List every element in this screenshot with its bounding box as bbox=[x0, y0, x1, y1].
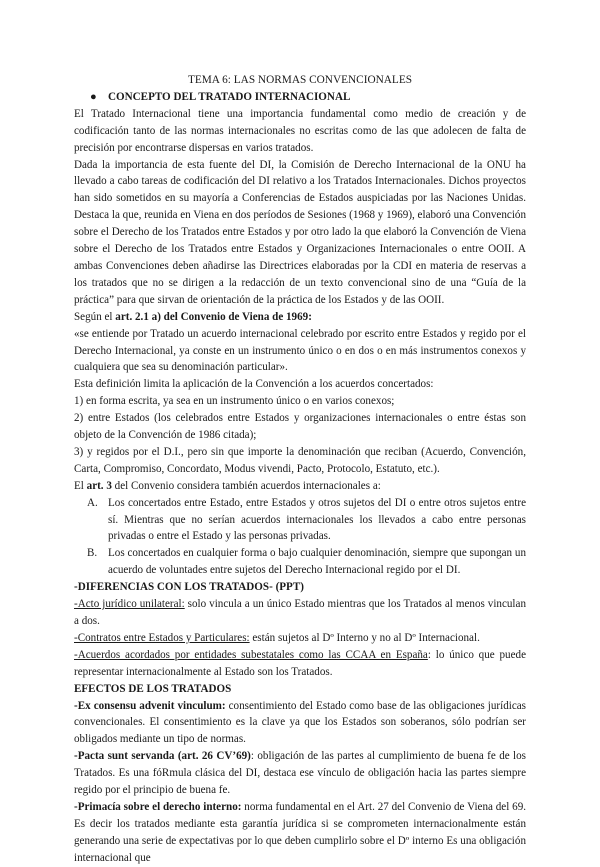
effect-row bbox=[74, 799, 526, 867]
paragraph-codification: Dada la importancia de esta fuente del DI, la Comisión de Derecho Internacional de la ONU ha llevado a cabo tareas de codificación del DI relativo a los Tratados Internacionales. Dichos proyectos han sido sometidos en su mayoría a Conferencias de Estados auspiciadas por las Naciones Unidas. Destaca la que, reunida en Viena en dos períodos de Sesiones (1968 y 1969), elaboró una Convención sobre el Derecho de los Tratados entre Estados y por otro lado la que elaboró la Convención de Viena sobre el Derecho de los Tratados entre Estados y Organizaciones Internacionales o entre OOII. A ambas Convenciones deben añadirse las Directrices elaboradas por la CDI en materia de reservas a los tratados que no se dirigen a la redacción de un texto convencional sino de una “Guía de la práctica” para que sirvan de orientación de la práctica de los Estados y de las OOII. bbox=[74, 158, 526, 306]
bold-term: -Pacta sunt servanda (art. 26 CV’69) bbox=[74, 750, 251, 763]
lettered-item-b bbox=[74, 545, 526, 579]
text-span: norma fundamental en el Art. 27 del Convenio de Viena del 69. Es decir los tratados mediante esta garantía jurídica si se comprometen internacionalmente están generando una serie de expectativas por lo que deben cumplirlo sobre el Dº interno Es una obligación internacional que bbox=[74, 800, 527, 864]
lettered-item-a bbox=[74, 495, 526, 546]
text-span: Según el bbox=[74, 310, 116, 323]
effect-row bbox=[74, 748, 526, 799]
text-span: del Convenio considera también acuerdos internacionales a: bbox=[111, 479, 381, 492]
text-span: El bbox=[74, 479, 87, 492]
text-span: solo vincula a un único Estado mientras que los Tratados al menos vinculan a dos. bbox=[74, 598, 526, 627]
difference-row bbox=[74, 647, 526, 681]
document-body bbox=[74, 72, 526, 867]
underlined-term: -Contratos entre Estados y Particulares: bbox=[74, 631, 250, 644]
list-item-text: Los concertados en cualquier forma o bajo cualquier denominación, siempre que supongan un acuerdo de voluntades entre sujetos del Derecho Internacional regido por el DI. bbox=[108, 547, 526, 577]
bold-term: -Primacía sobre el derecho interno: bbox=[74, 800, 242, 813]
section-heading-concepto bbox=[74, 89, 526, 106]
text-span: : obligación de las partes al cumplimiento de buena fe de los Tratados. Es una fóRmula clásica del DI, destaca ese vínculo de obligación hacia las partes siempre regido por el principio de buena fe. bbox=[74, 750, 526, 797]
paragraph-art3 bbox=[74, 478, 526, 495]
underlined-term: -Acuerdos acordados por entidades subestatales como las CCAA en España bbox=[74, 648, 428, 661]
difference-row bbox=[74, 630, 526, 647]
list-marker: A. bbox=[87, 496, 98, 509]
effect-row bbox=[74, 698, 526, 749]
definition-quote: «se entiende por Tratado un acuerdo internacional celebrado por escrito entre Estados y regido por el Derecho Internacional, ya conste en un instrumento único o en dos o en más instrumentos conexos y cualquiera que sea su denominación particular». bbox=[74, 327, 526, 374]
section-heading-efectos: EFECTOS DE LOS TRATADOS bbox=[74, 682, 232, 695]
text-span: : lo único que puede representar internacionalmente al Estado son los Tratados. bbox=[74, 648, 526, 678]
paragraph-limits: Esta definición limita la aplicación de la Convención a los acuerdos concertados: bbox=[74, 378, 434, 391]
text-span: consentimiento del Estado como base de las obligaciones jurídicas convencionales. El consentimiento es la clave ya que los Estados son soberanos, sólo podrían ser obligados mediante un tipo de normas. bbox=[74, 699, 526, 746]
list-item: 1) en forma escrita, ya sea en un instrumento único o en varios conexos; bbox=[74, 395, 395, 408]
paragraph-intro: El Tratado Internacional tiene una importancia fundamental como medio de creación y de codificación tanto de las normas internacionales no escritas como de las que adolecen de falta de precisión por encontrarse dispersas en varios tratados. bbox=[74, 107, 526, 154]
section-heading-text: CONCEPTO DEL TRATADO INTERNACIONAL bbox=[108, 90, 351, 103]
list-item-text: Los concertados entre Estado, entre Estados y otros sujetos del DI o entre otros sujetos entre sí. Mientras que no serían acuerdos internacionales los llevados a cabo entre personas privadas o entre el Estado y las personas privadas. bbox=[108, 496, 526, 543]
list-marker: B. bbox=[87, 547, 98, 560]
list-item: 2) entre Estados (los celebrados entre Estados y organizaciones internacionales o entre éstas son objeto de la Convención de 1986 citada); bbox=[74, 412, 526, 442]
section-heading-diferencias: -DIFERENCIAS CON LOS TRATADOS- (PPT) bbox=[74, 581, 304, 594]
bold-term: -Ex consensu advenit vinculum: bbox=[74, 699, 226, 712]
text-span: están sujetos al Dº Interno y no al Dº Internacional. bbox=[249, 631, 480, 644]
underlined-term: -Acto jurídico unilateral: bbox=[74, 598, 185, 611]
page-title: TEMA 6: LAS NORMAS CONVENCIONALES bbox=[187, 74, 413, 86]
list-item: 3) y regidos por el D.I., pero sin que importe la denominación que reciban (Acuerdo, Convención, Carta, Compromiso, Concordato, Modus vivendi, Pacto, Protocolo, Estatuto, etc.). bbox=[74, 445, 526, 475]
bullet-icon: ● bbox=[90, 90, 97, 103]
bold-article: art. 3 bbox=[86, 479, 112, 492]
difference-row bbox=[74, 596, 526, 630]
bold-article: art. 2.1 a) del Convenio de Viena de 1969: bbox=[115, 310, 312, 323]
paragraph-article-ref bbox=[74, 309, 526, 326]
